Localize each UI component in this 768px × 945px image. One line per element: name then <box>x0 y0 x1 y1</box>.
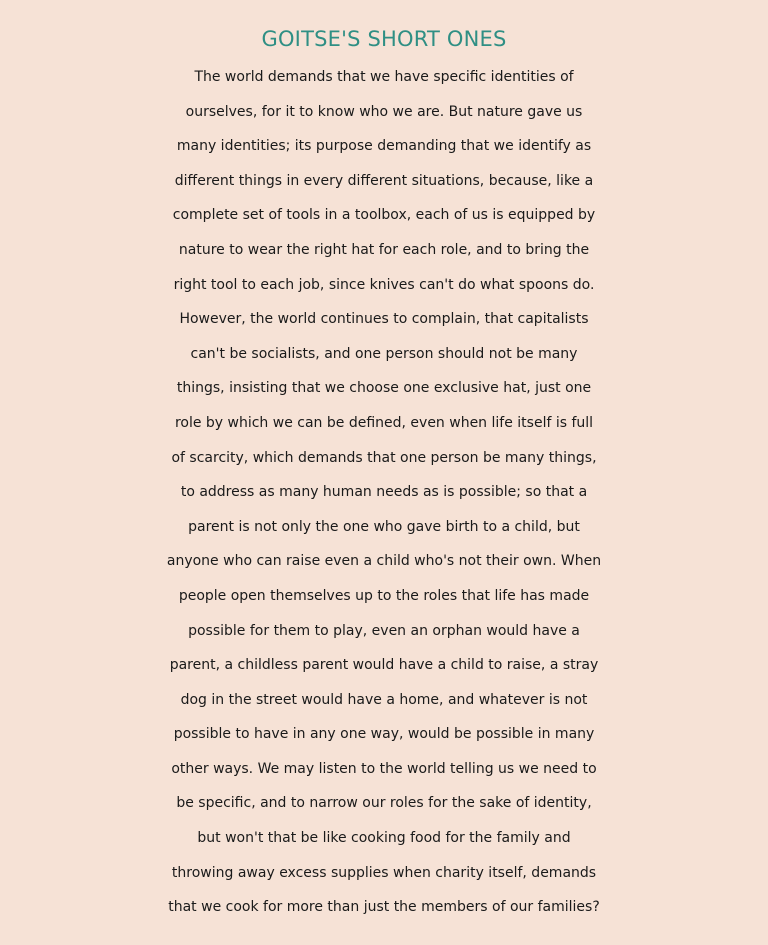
quote-line: other ways. We may listen to the world telling us we need to <box>171 760 597 777</box>
quote-line: possible for them to play, even an orphan would have a <box>188 622 580 639</box>
quote-line: right tool to each job, since knives can't do what spoons do. <box>173 276 595 293</box>
quote-line: of scarcity, which demands that one person be many things, <box>171 449 597 466</box>
quote-line: throwing away excess supplies when charity itself, demands <box>171 864 597 881</box>
quote-line: possible to have in any one way, would be possible in many <box>173 726 595 743</box>
quote-line: parent is not only the one who gave birth to a child, but <box>188 518 580 535</box>
quote-line: that we cook for more than just the members of our families? <box>168 899 600 916</box>
quote-body <box>0 60 768 925</box>
quote-line: However, the world continues to complain, that capitalists <box>179 311 589 328</box>
quote-line: anyone who can raise even a child who's not their own. When <box>166 553 602 570</box>
quote-line: people open themselves up to the roles that life has made <box>178 587 590 604</box>
quote-line: different things in every different situations, because, like a <box>174 172 594 189</box>
quote-line: role by which we can be defined, even when life itself is full <box>174 414 594 431</box>
quote-line: ourselves, for it to know who we are. But nature gave us <box>185 103 583 120</box>
quote-line: dog in the street would have a home, and whatever is not <box>180 691 588 708</box>
quote-line: can't be socialists, and one person should not be many <box>190 345 578 362</box>
quote-line: to address as many human needs as is possible; so that a <box>180 484 588 501</box>
page-title: GOITSE'S SHORT ONES <box>261 27 507 51</box>
quote-line: parent, a childless parent would have a child to raise, a stray <box>169 657 599 674</box>
quote-line: be specific, and to narrow our roles for the sake of identity, <box>176 795 592 812</box>
quote-line: complete set of tools in a toolbox, each of us is equipped by <box>172 207 596 224</box>
quote-line: The world demands that we have specific identities of <box>194 69 574 85</box>
quote-line: many identities; its purpose demanding that we identify as <box>176 138 592 155</box>
quote-line: nature to wear the right hat for each role, and to bring the <box>178 241 590 258</box>
quote-line: but won't that be like cooking food for the family and <box>197 830 571 847</box>
quote-line: things, insisting that we choose one exclusive hat, just one <box>176 380 592 397</box>
